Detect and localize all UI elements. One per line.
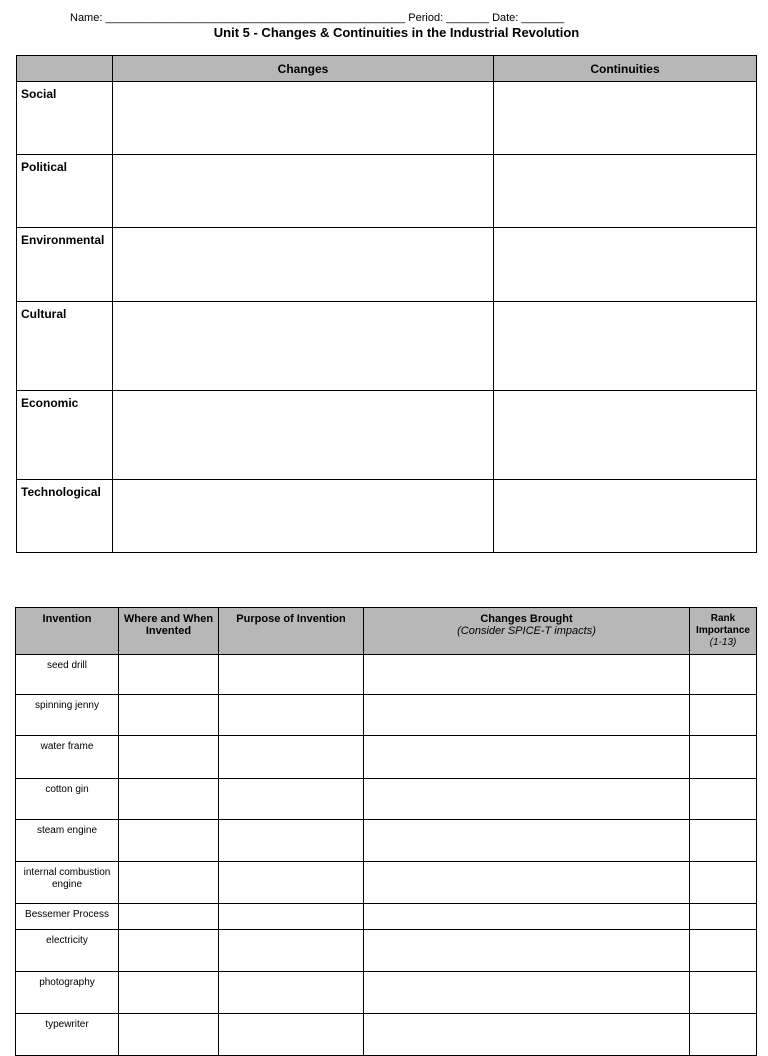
table-row [16, 862, 757, 904]
rank-cell[interactable] [690, 904, 757, 930]
changes-cell-environmental[interactable] [113, 228, 494, 302]
invention-name: typewriter [16, 1014, 119, 1056]
invention-name: internal combustion engine [16, 862, 119, 904]
table-row [16, 930, 757, 972]
table-row [17, 82, 757, 155]
header-continuities: Continuities [494, 56, 757, 82]
inventions-table [15, 607, 757, 1056]
table-header-row [17, 56, 757, 82]
purpose-cell[interactable] [219, 695, 364, 736]
purpose-cell[interactable] [219, 1014, 364, 1056]
rank-cell[interactable] [690, 1014, 757, 1056]
header-changes-brought-note: (Consider SPICE-T impacts) [457, 625, 596, 637]
continuities-cell-social[interactable] [494, 82, 757, 155]
where-when-cell[interactable] [119, 930, 219, 972]
header-rank [690, 608, 757, 655]
where-when-cell[interactable] [119, 736, 219, 779]
changes-continuities-table [16, 55, 757, 553]
invention-name: cotton gin [16, 779, 119, 820]
invention-name: photography [16, 972, 119, 1014]
where-when-cell[interactable] [119, 695, 219, 736]
header-changes-brought [364, 608, 690, 655]
purpose-cell[interactable] [219, 820, 364, 862]
header-purpose: Purpose of Invention [219, 608, 364, 655]
changes-cell-social[interactable] [113, 82, 494, 155]
rank-cell[interactable] [690, 972, 757, 1014]
table-row [17, 480, 757, 553]
rank-cell[interactable] [690, 779, 757, 820]
where-when-cell[interactable] [119, 862, 219, 904]
changes-cell[interactable] [364, 655, 690, 695]
changes-cell-cultural[interactable] [113, 302, 494, 391]
invention-name: electricity [16, 930, 119, 972]
table-row [16, 779, 757, 820]
changes-cell[interactable] [364, 904, 690, 930]
table-row [16, 1014, 757, 1056]
purpose-cell[interactable] [219, 779, 364, 820]
changes-cell[interactable] [364, 1014, 690, 1056]
purpose-cell[interactable] [219, 736, 364, 779]
table-row [16, 972, 757, 1014]
where-when-cell[interactable] [119, 655, 219, 695]
purpose-cell[interactable] [219, 655, 364, 695]
header-rank-label: Rank Importance [696, 613, 750, 636]
header-rank-note: (1-13) [709, 637, 737, 648]
where-when-cell[interactable] [119, 1014, 219, 1056]
header-where-when: Where and When Invented [119, 608, 219, 655]
header-changes-brought-label: Changes Brought [480, 613, 573, 625]
changes-cell-technological[interactable] [113, 480, 494, 553]
continuities-cell-economic[interactable] [494, 391, 757, 480]
continuities-cell-technological[interactable] [494, 480, 757, 553]
rank-cell[interactable] [690, 655, 757, 695]
changes-cell[interactable] [364, 820, 690, 862]
table-row [17, 391, 757, 480]
header-invention: Invention [16, 608, 119, 655]
invention-name: seed drill [16, 655, 119, 695]
purpose-cell[interactable] [219, 862, 364, 904]
row-label-political: Political [17, 155, 113, 228]
row-label-environmental: Environmental [17, 228, 113, 302]
rank-cell[interactable] [690, 695, 757, 736]
changes-cell[interactable] [364, 736, 690, 779]
where-when-cell[interactable] [119, 820, 219, 862]
continuities-cell-cultural[interactable] [494, 302, 757, 391]
rank-cell[interactable] [690, 930, 757, 972]
where-when-cell[interactable] [119, 972, 219, 1014]
changes-cell-economic[interactable] [113, 391, 494, 480]
continuities-cell-political[interactable] [494, 155, 757, 228]
row-label-cultural: Cultural [17, 302, 113, 391]
rank-cell[interactable] [690, 862, 757, 904]
invention-name: spinning jenny [16, 695, 119, 736]
changes-cell-political[interactable] [113, 155, 494, 228]
changes-cell[interactable] [364, 779, 690, 820]
purpose-cell[interactable] [219, 972, 364, 1014]
page-title: Unit 5 - Changes & Continuities in the Industrial Revolution [213, 25, 580, 40]
table-row [17, 228, 757, 302]
changes-cell[interactable] [364, 862, 690, 904]
table-row [16, 736, 757, 779]
changes-cell[interactable] [364, 972, 690, 1014]
table-row [16, 904, 757, 930]
where-when-cell[interactable] [119, 904, 219, 930]
invention-name: Bessemer Process [16, 904, 119, 930]
table-row [16, 655, 757, 695]
row-label-economic: Economic [17, 391, 113, 480]
changes-cell[interactable] [364, 695, 690, 736]
rank-cell[interactable] [690, 820, 757, 862]
table-row [17, 155, 757, 228]
invention-name: steam engine [16, 820, 119, 862]
rank-cell[interactable] [690, 736, 757, 779]
row-label-technological: Technological [17, 480, 113, 553]
table-header-row [16, 608, 757, 655]
name-period-date-line: Name: _________________________________________________ Period: _______ Date: _______ [70, 12, 565, 24]
table-row [17, 302, 757, 391]
header-blank [17, 56, 113, 82]
changes-cell[interactable] [364, 930, 690, 972]
where-when-cell[interactable] [119, 779, 219, 820]
row-label-social: Social [17, 82, 113, 155]
header-changes: Changes [113, 56, 494, 82]
invention-name: water frame [16, 736, 119, 779]
purpose-cell[interactable] [219, 930, 364, 972]
continuities-cell-environmental[interactable] [494, 228, 757, 302]
table-row [16, 695, 757, 736]
purpose-cell[interactable] [219, 904, 364, 930]
table-row [16, 820, 757, 862]
